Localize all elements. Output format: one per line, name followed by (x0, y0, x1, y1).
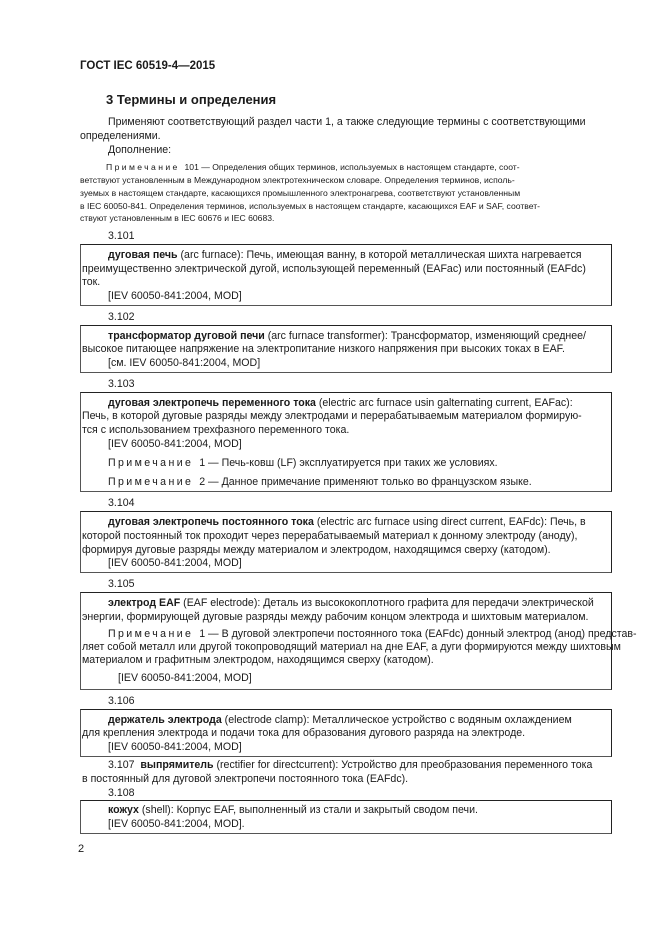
intro-line: Применяют соответствующий раздел части 1, а также следующие термины с соответствующими (108, 116, 586, 128)
intro-addition: Дополнение: (108, 144, 172, 156)
term-definition: ток. (82, 276, 101, 288)
term-number: 3.103 (108, 378, 135, 390)
term-reference: [IEV 60050-841:2004, MOD]. (108, 818, 245, 830)
term-definition: преимущественно электрической дугой, использующей переменный (EAFac) или постоянный (EAFdc) (82, 263, 586, 275)
term-definition: держатель электрода (electrode clamp): Металлическое устройство с водяным охлаждением (108, 714, 572, 726)
term-definition: 3.107 выпрямитель (rectifier for directcurrent): Устройство для преобразования переменного тока (108, 759, 593, 771)
term-note: Примечание 1 — Печь-ковш (LF) эксплуатируется при таких же условиях. (108, 457, 498, 469)
term-definition: которой постоянный ток проходит через перерабатываемый материал к донному электроду (аноду), (82, 530, 578, 542)
term-note: материалом и графитным электродом, находящимся сверху (катодом). (82, 654, 434, 666)
term-definition: энергии, формирующей дуговые разряды между рабочим концом электрода и шихтовым материалом. (82, 611, 589, 623)
document-header: ГОСТ IEC 60519-4—2015 (80, 60, 216, 72)
note-101-line: зуемых в настоящем стандарте, касающихся промышленного электронагрева, соответствуют установленным (80, 188, 521, 198)
note-label: Примечание (106, 162, 180, 172)
term-number: 3.102 (108, 311, 135, 323)
term-number: 3.106 (108, 695, 135, 707)
term-reference: [IEV 60050-841:2004, MOD] (108, 741, 242, 753)
term-reference: [IEV 60050-841:2004, MOD] (118, 672, 252, 684)
term-definition: трансформатор дуговой печи (arc furnace transformer): Трансформатор, изменяющий среднее/ (108, 330, 586, 342)
intro-line: определениями. (80, 130, 161, 142)
term-definition: высокое питающее напряжение на электропитание низкого напряжения при высоких токах в EAF. (82, 343, 565, 355)
term-note: Примечание 2 — Данное примечание применяют только во французском языке. (108, 476, 532, 488)
term-definition: дуговая электропечь переменного тока (electric arc furnace usin galternating current, EAFac): (108, 397, 573, 409)
term-number: 3.101 (108, 230, 135, 242)
term-reference: [IEV 60050-841:2004, MOD] (108, 290, 242, 302)
term-definition: дуговая печь (arc furnace): Печь, имеющая ванну, в которой металлическая шихта нагревается (108, 249, 582, 261)
term-definition: кожух (shell): Корпус EAF, выполненный из стали и закрытый сводом печи. (108, 804, 478, 816)
term-definition: дуговая электропечь постоянного тока (electric arc furnace using direct current, EAFdc): Печь, в (108, 516, 586, 528)
term-number: 3.104 (108, 497, 135, 509)
term-note: Примечание 1 — В дуговой электропечи постоянного тока (EAFdc) донный электрод (анод) представ- (108, 628, 637, 640)
section-title: 3 Термины и определения (106, 92, 277, 107)
note-101-line: ветствуют установленным в Международном электротехническом словаре. Определения терминов, исполь- (80, 175, 515, 185)
term-reference: [IEV 60050-841:2004, MOD] (108, 557, 242, 569)
term-note: ляет собой металл или другой токопроводящий материал на дне EAF, а дуги формируются между шихтовым (82, 641, 621, 653)
term-definition: тся с использованием трехфазного переменного тока. (82, 424, 350, 436)
term-definition: формируя дуговые разряды между материалом и электродом, находящимся сверху (катодом). (82, 544, 551, 556)
term-reference: [см. IEV 60050-841:2004, MOD] (108, 357, 261, 369)
term-number: 3.108 (108, 787, 135, 799)
term-definition: Печь, в которой дуговые разряды между электродами и перерабатываемым материалом формирую- (82, 410, 582, 422)
note-101-line: Примечание 101 — Определения общих терминов, используемых в настоящем стандарте, соот- (106, 162, 520, 172)
term-definition: для крепления электрода и подачи тока для образования дугового разряда на электроде. (82, 727, 526, 739)
note-101-line: в IEC 60050-841. Определения терминов, используемых в настоящем стандарте, касающихся EAF и SAF, соответ- (80, 201, 541, 211)
term-definition: электрод EAF (EAF electrode): Деталь из высококоплотного графита для передачи электрической (108, 597, 594, 609)
page-number: 2 (78, 843, 85, 855)
term-definition: в постоянный для дуговой электропечи постоянного тока (EAFdc). (82, 773, 409, 785)
note-101-line: ствуют установленным в IEC 60676 и IEC 60683. (80, 213, 275, 223)
term-reference: [IEV 60050-841:2004, MOD] (108, 438, 242, 450)
term-number: 3.105 (108, 578, 135, 590)
